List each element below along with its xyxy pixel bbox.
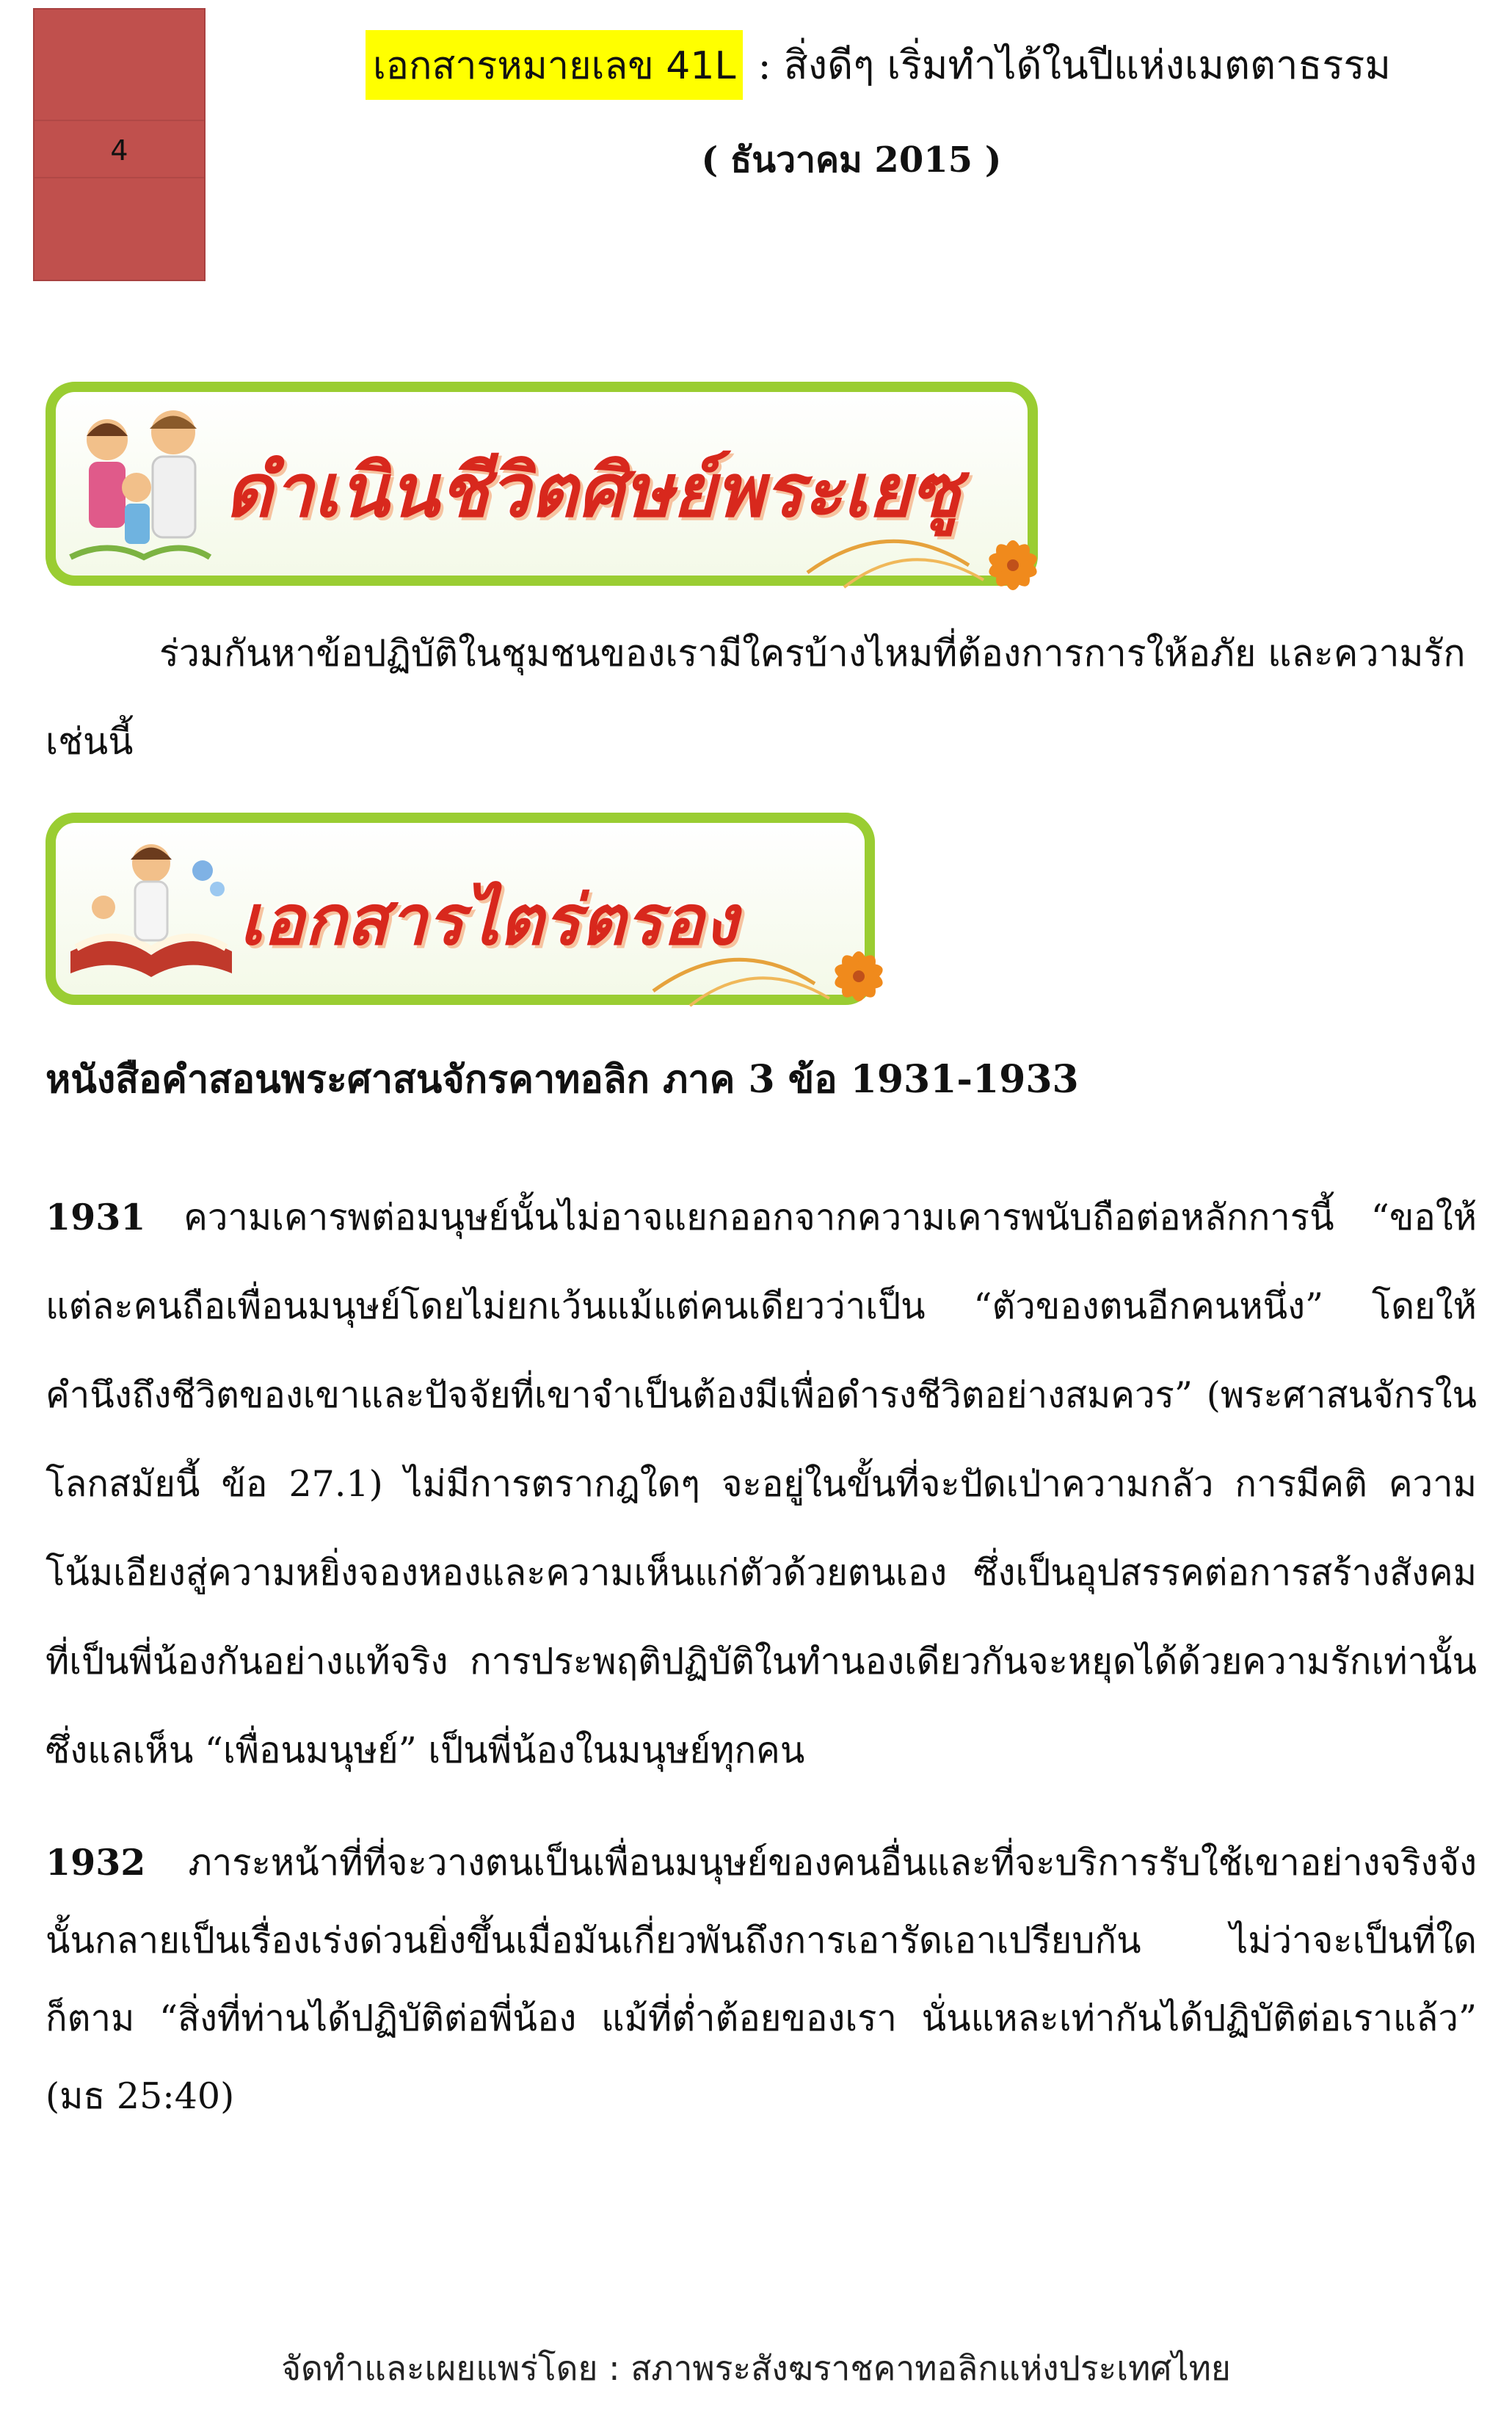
publisher-footer: จัดทำและเผยแพร่โดย : สภาพระสังฆราชคาทอลิกแห่งประเทศไทย [281, 2348, 1231, 2388]
intro-line-1: ร่วมกันหาข้อปฏิบัติในชุมชนของเรามีใครบ้างไหมที่ต้องการการให้อภัย และความรัก [159, 632, 1466, 675]
flower-ornament-icon [800, 484, 1064, 609]
intro-paragraph [46, 609, 1477, 785]
catechism-section-title: หนังสือคำสอนพระศาสนจักรคาทอลิก ภาค 3 ข้อ 1931-1933 [46, 1057, 1079, 1102]
entry-text: ความเคารพต่อมนุษย์นั้นไม่อาจแยกออกจากความเคารพนับถือต่อหลักการนี้ “ขอให้แต่ละคนถือเพื่อนมนุษย์โดยไม่ยกเว้นแม้แต่คนเดียวว่าเป็น “ตัวของตนอีกคนหนึ่ง” โดยให้คำนึงถึงชีวิตของเขาและปัจจัยที่เขาจำเป็นต้องมีเพื่อดำรงชีวิตอย่างสมควร” (พระศาสนจักรในโลกสมัยนี้ ข้อ 27.1) ไม่มีการตรากฎใดๆ จะอยู่ในขั้นที่จะปัดเป่าความกลัว การมีคติ ความโน้มเอียงสู่ความหยิ่งจองหองและความเห็นแก่ตัวด้วยตนเอง ซึ่งเป็นอุปสรรคต่อการสร้างสังคมที่เป็นพี่น้องกันอย่างแท้จริง การประพฤติปฏิบัติในทำนองเดียวกันจะหยุดได้ด้วยความรักเท่านั้น ซึ่งแลเห็น “เพื่อนมนุษย์” เป็นพี่น้องในมนุษย์ทุกคน [46, 1197, 1477, 1771]
entry-number: 1932 [46, 1841, 189, 1884]
page-number: 4 [110, 134, 128, 167]
open-book-illustration-icon [63, 827, 239, 995]
reflection-document-banner-text: เอกสารไตร่ตรอง [239, 881, 738, 961]
catechism-entry [46, 1823, 1477, 2135]
live-disciple-banner-text: ดำเนินชีวิตศิษย์พระเยซู [225, 448, 961, 534]
family-illustration-icon [63, 399, 217, 568]
document-date: ( ธันวาคม 2015 ) [701, 139, 1002, 181]
document-header [366, 21, 1391, 109]
document-title: : สิ่งดีๆ เริ่มทำได้ในปีแห่งเมตตาธรรม [757, 42, 1391, 88]
catechism-entry [46, 1173, 1477, 1795]
flower-ornament-icon [646, 903, 910, 1028]
document-number: เอกสารหมายเลข 41L [366, 30, 743, 100]
entry-number: 1931 [46, 1196, 184, 1238]
entry-text: ภาระหน้าที่ที่จะวางตนเป็นเพื่อนมนุษย์ของคนอื่นและที่จะบริการรับใช้เขาอย่างจริงจังนั้นกลายเป็นเรื่องเร่งด่วนยิ่งขึ้นเมื่อมันเกี่ยวพันถึงการเอารัดเอาเปรียบกัน ไม่ว่าจะเป็นที่ใดก็ตาม “สิ่งที่ท่านได้ปฏิบัติต่อพี่น้อง แม้ที่ต่ำต้อยของเรา นั่นแหละเท่ากันได้ปฏิบัติต่อเราแล้ว” (มธ 25:40) [46, 1842, 1477, 2117]
intro-line-2: เช่นนี้ [46, 720, 134, 763]
